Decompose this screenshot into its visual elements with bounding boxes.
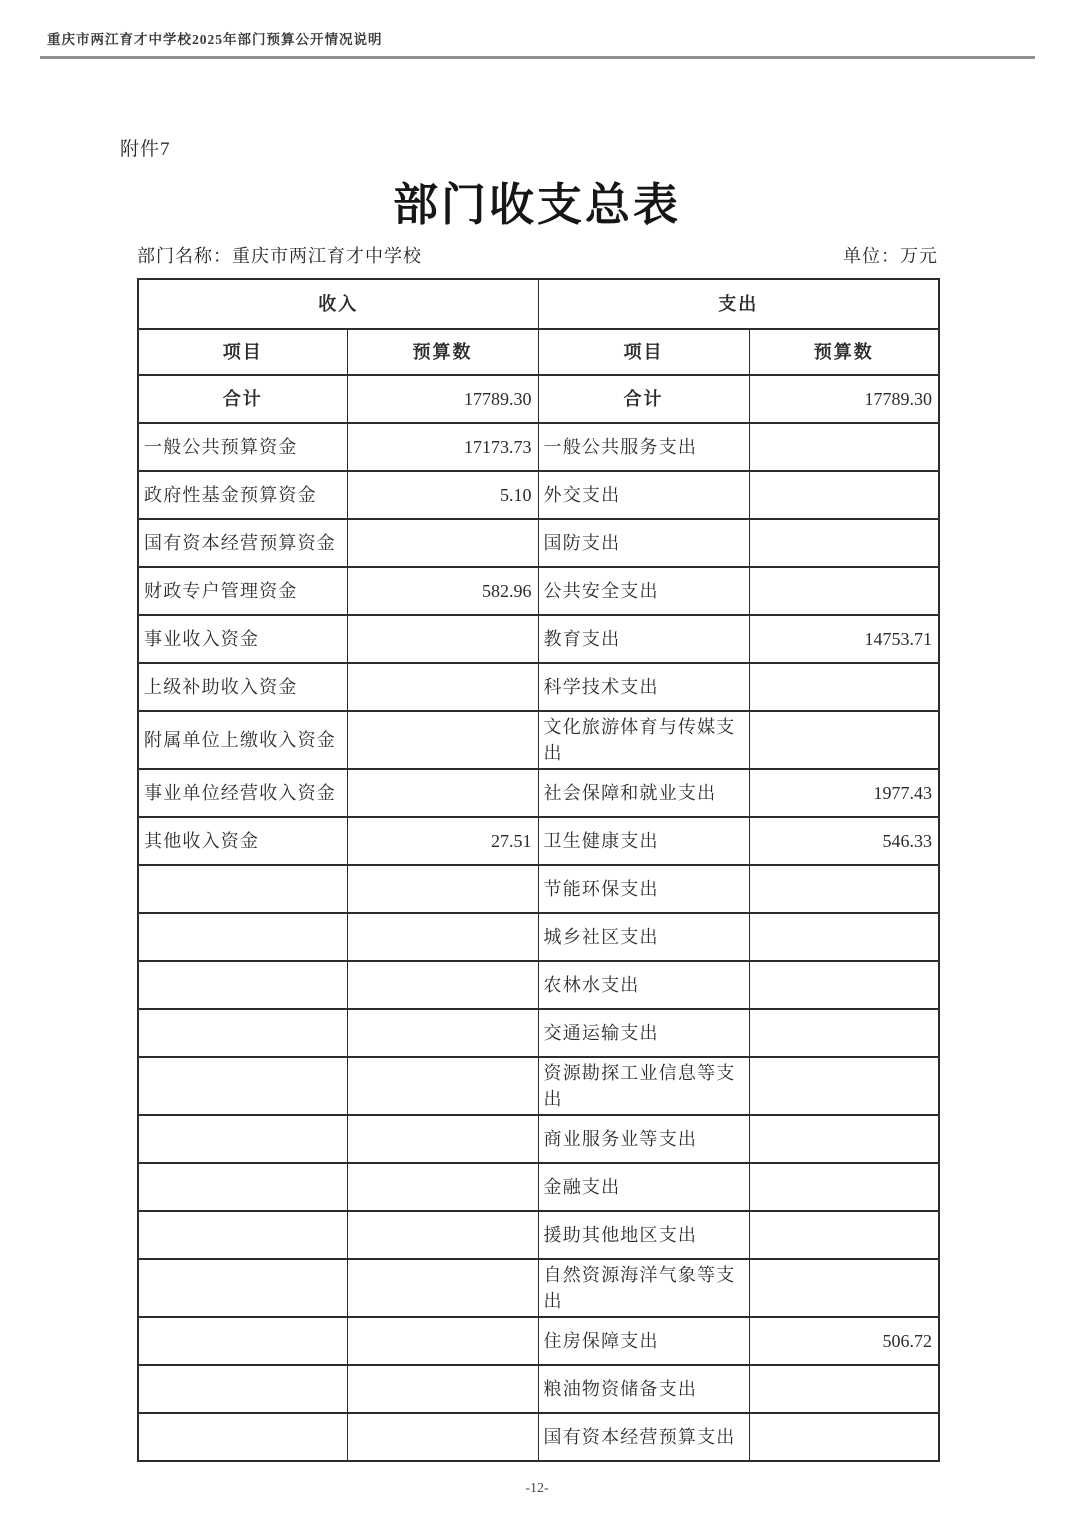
income-value-cell xyxy=(347,1413,538,1461)
expense-item-cell: 援助其他地区支出 xyxy=(538,1211,749,1259)
expense-value-cell: 1977.43 xyxy=(749,769,939,817)
table-row xyxy=(138,769,939,817)
expense-value-cell: 14753.71 xyxy=(749,615,939,663)
expense-item-cell: 教育支出 xyxy=(538,615,749,663)
expense-item-cell: 商业服务业等支出 xyxy=(538,1115,749,1163)
income-item-cell xyxy=(138,1057,347,1115)
income-value-cell xyxy=(347,1115,538,1163)
table-row xyxy=(138,1317,939,1365)
income-value-cell: 582.96 xyxy=(347,567,538,615)
income-value-cell xyxy=(347,769,538,817)
expense-item-cell: 卫生健康支出 xyxy=(538,817,749,865)
expense-value-cell xyxy=(749,1163,939,1211)
income-item-cell xyxy=(138,1259,347,1317)
expense-section-header: 支出 xyxy=(538,279,939,329)
expense-item-cell: 公共安全支出 xyxy=(538,567,749,615)
expense-item-cell: 科学技术支出 xyxy=(538,663,749,711)
income-item-cell xyxy=(138,1413,347,1461)
income-value-cell xyxy=(347,865,538,913)
table-row xyxy=(138,615,939,663)
income-item-cell: 上级补助收入资金 xyxy=(138,663,347,711)
table-row xyxy=(138,1057,939,1115)
expense-value-cell xyxy=(749,865,939,913)
table-row xyxy=(138,519,939,567)
column-header-row xyxy=(138,329,939,375)
income-item-cell xyxy=(138,961,347,1009)
document-header-note: 重庆市两江育才中学校2025年部门预算公开情况说明 xyxy=(47,32,383,47)
income-item-cell xyxy=(138,1009,347,1057)
expense-value-cell xyxy=(749,1413,939,1461)
expense-value-cell xyxy=(749,663,939,711)
expense-item-cell: 城乡社区支出 xyxy=(538,913,749,961)
table-row xyxy=(138,567,939,615)
expense-value-cell xyxy=(749,1211,939,1259)
income-item-cell: 一般公共预算资金 xyxy=(138,423,347,471)
income-value-cell xyxy=(347,711,538,769)
unit-label: 单位：万元 xyxy=(843,246,938,266)
expense-value-cell xyxy=(749,913,939,961)
attachment-label: 附件7 xyxy=(120,139,171,160)
expense-item-cell: 资源勘探工业信息等支出 xyxy=(538,1057,749,1115)
income-value-cell xyxy=(347,519,538,567)
table-row xyxy=(138,711,939,769)
page-title: 部门收支总表 xyxy=(392,180,681,230)
income-value-cell: 17789.30 xyxy=(347,375,538,423)
expense-value-cell: 506.72 xyxy=(749,1317,939,1365)
table-meta-row xyxy=(137,242,938,268)
expense-value-cell: 17789.30 xyxy=(749,375,939,423)
income-value-cell: 5.10 xyxy=(347,471,538,519)
expense-item-cell: 国防支出 xyxy=(538,519,749,567)
income-item-cell: 附属单位上缴收入资金 xyxy=(138,711,347,769)
income-item-cell xyxy=(138,1211,347,1259)
income-value-cell xyxy=(347,1163,538,1211)
income-item-cell: 事业单位经营收入资金 xyxy=(138,769,347,817)
income-value-cell xyxy=(347,1317,538,1365)
income-value-cell xyxy=(347,1365,538,1413)
income-section-header: 收入 xyxy=(138,279,538,329)
expense-value-cell xyxy=(749,519,939,567)
expense-item-cell: 一般公共服务支出 xyxy=(538,423,749,471)
expense-value-cell xyxy=(749,961,939,1009)
expense-item-cell: 文化旅游体育与传媒支出 xyxy=(538,711,749,769)
expense-item-cell: 社会保障和就业支出 xyxy=(538,769,749,817)
income-item-cell xyxy=(138,1317,347,1365)
income-item-cell: 财政专户管理资金 xyxy=(138,567,347,615)
income-item-cell: 合计 xyxy=(138,375,347,423)
expense-item-cell: 粮油物资储备支出 xyxy=(538,1365,749,1413)
header-divider-line xyxy=(40,56,1035,59)
table-row xyxy=(138,375,939,423)
expense-value-cell xyxy=(749,1057,939,1115)
expense-value-cell xyxy=(749,1259,939,1317)
income-item-cell: 其他收入资金 xyxy=(138,817,347,865)
table-row xyxy=(138,471,939,519)
table-row xyxy=(138,663,939,711)
expense-value-cell xyxy=(749,1115,939,1163)
income-item-column-header: 项目 xyxy=(138,329,347,375)
income-value-cell xyxy=(347,663,538,711)
table-row xyxy=(138,961,939,1009)
expense-budget-column-header: 预算数 xyxy=(749,329,939,375)
department-name-label: 部门名称：重庆市两江育才中学校 xyxy=(137,246,422,266)
income-item-cell xyxy=(138,1163,347,1211)
table-row xyxy=(138,1115,939,1163)
table-row xyxy=(138,817,939,865)
expense-item-cell: 外交支出 xyxy=(538,471,749,519)
income-value-cell xyxy=(347,1259,538,1317)
table-row xyxy=(138,1413,939,1461)
expense-item-cell: 国有资本经营预算支出 xyxy=(538,1413,749,1461)
income-value-cell xyxy=(347,615,538,663)
income-value-cell: 17173.73 xyxy=(347,423,538,471)
expense-item-cell: 交通运输支出 xyxy=(538,1009,749,1057)
income-value-cell xyxy=(347,1211,538,1259)
table-row xyxy=(138,1163,939,1211)
income-item-cell: 政府性基金预算资金 xyxy=(138,471,347,519)
expense-item-cell: 住房保障支出 xyxy=(538,1317,749,1365)
section-header-row xyxy=(138,279,939,329)
income-item-cell xyxy=(138,1115,347,1163)
income-item-cell: 事业收入资金 xyxy=(138,615,347,663)
table-row xyxy=(138,423,939,471)
budget-summary-table xyxy=(137,278,940,1462)
expense-value-cell xyxy=(749,423,939,471)
table-row xyxy=(138,1211,939,1259)
expense-item-cell: 金融支出 xyxy=(538,1163,749,1211)
income-item-cell xyxy=(138,913,347,961)
expense-item-cell: 合计 xyxy=(538,375,749,423)
income-value-cell xyxy=(347,1057,538,1115)
table-row xyxy=(138,1009,939,1057)
expense-value-cell xyxy=(749,471,939,519)
income-value-cell xyxy=(347,913,538,961)
income-value-cell xyxy=(347,1009,538,1057)
expense-item-cell: 节能环保支出 xyxy=(538,865,749,913)
expense-value-cell xyxy=(749,1365,939,1413)
income-value-cell xyxy=(347,961,538,1009)
table-row xyxy=(138,865,939,913)
expense-value-cell xyxy=(749,1009,939,1057)
income-value-cell: 27.51 xyxy=(347,817,538,865)
expense-value-cell xyxy=(749,567,939,615)
page-number: -12- xyxy=(525,1481,549,1496)
expense-value-cell xyxy=(749,711,939,769)
income-budget-column-header: 预算数 xyxy=(347,329,538,375)
table-row xyxy=(138,913,939,961)
expense-value-cell: 546.33 xyxy=(749,817,939,865)
income-item-cell xyxy=(138,865,347,913)
expense-item-column-header: 项目 xyxy=(538,329,749,375)
expense-item-cell: 农林水支出 xyxy=(538,961,749,1009)
table-row xyxy=(138,1365,939,1413)
income-item-cell xyxy=(138,1365,347,1413)
table-row xyxy=(138,1259,939,1317)
income-item-cell: 国有资本经营预算资金 xyxy=(138,519,347,567)
expense-item-cell: 自然资源海洋气象等支出 xyxy=(538,1259,749,1317)
